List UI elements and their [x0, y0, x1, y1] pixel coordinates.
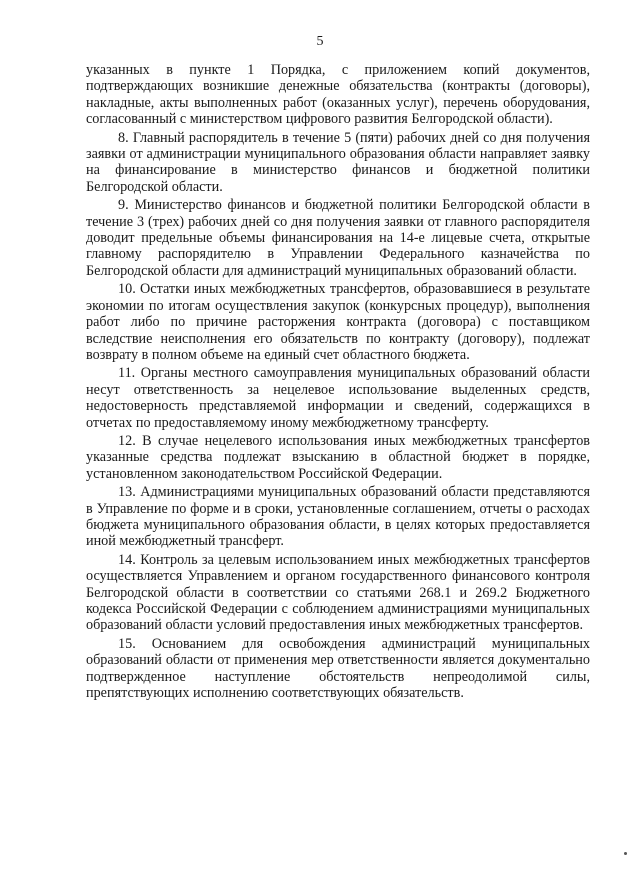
paragraph-13: 13. Администрациями муниципальных образований области представляются в Управление по форме и в сроки, установленные соглашением, отчеты о расходах бюджета муниципального образования области, в целях которых предоставляется иной межбюджетный трансферт.	[86, 484, 590, 550]
paragraph-8: 8. Главный распорядитель в течение 5 (пяти) рабочих дней со дня получения заявки от администрации муниципального образования области направляет заявку на финансирование в министерство финансов и бюджетной политики Белгородской области.	[86, 129, 590, 195]
paragraph-9: 9. Министерство финансов и бюджетной политики Белгородской области в течение 3 (трех) рабочих дней со дня получения заявки от главного распорядителя доводит предельные объемы финансирования на 14-е лицевые счета, открытые главному распорядителю в Управлении Федерального казначейства по Белгородской области для администраций муниципальных образований области.	[86, 197, 590, 279]
paragraph-continued: указанных в пункте 1 Порядка, с приложением копий документов, подтверждающих возникшие денежные обязательства (контракты (договоры), накладные, акты выполненных работ (оказанных услуг), перечень оборудования, согласованный с министерством цифрового развития Белгородской области).	[86, 62, 590, 128]
page-number: 5	[316, 34, 324, 49]
scan-speck	[624, 852, 627, 855]
paragraph-11: 11. Органы местного самоуправления муниципальных образований области несут ответственность за нецелевое использование выделенных средств, недостоверность представляемой информации и сведений, содержащихся в отчетах по предоставляемому иному межбюджетному трансферту.	[86, 365, 590, 431]
paragraph-12: 12. В случае нецелевого использования иных межбюджетных трансфертов указанные средства подлежат взысканию в областной бюджет в порядке, установленном законодательством Российской Федерации.	[86, 432, 590, 482]
paragraph-15: 15. Основанием для освобождения администраций муниципальных образований области от применения мер ответственности является документально подтвержденное наступление обстоятельств непреодолимой силы, препятствующих исполнению соответствующих обязательств.	[86, 635, 590, 702]
paragraph-14: 14. Контроль за целевым использованием иных межбюджетных трансфертов осуществляется Управлением и органом государственного финансового контроля Белгородской области в соответствии со статьями 268.1 и 269.2 Бюджетного кодекса Российской Федерации с соблюдением администрациями муниципальных образований области условий предоставления иных межбюджетных трансфертов.	[86, 551, 590, 634]
paragraph-10: 10. Остатки иных межбюджетных трансфертов, образовавшиеся в результате экономии по итогам осуществления закупок (конкурсных процедур), выполнения работ либо по причине расторжения контракта (договора) с поставщиком вследствие неисполнения его обязательств по контракту (договору), подлежат возврату в полном объеме на единый счет областного бюджета.	[86, 281, 590, 363]
document-body	[86, 62, 590, 703]
